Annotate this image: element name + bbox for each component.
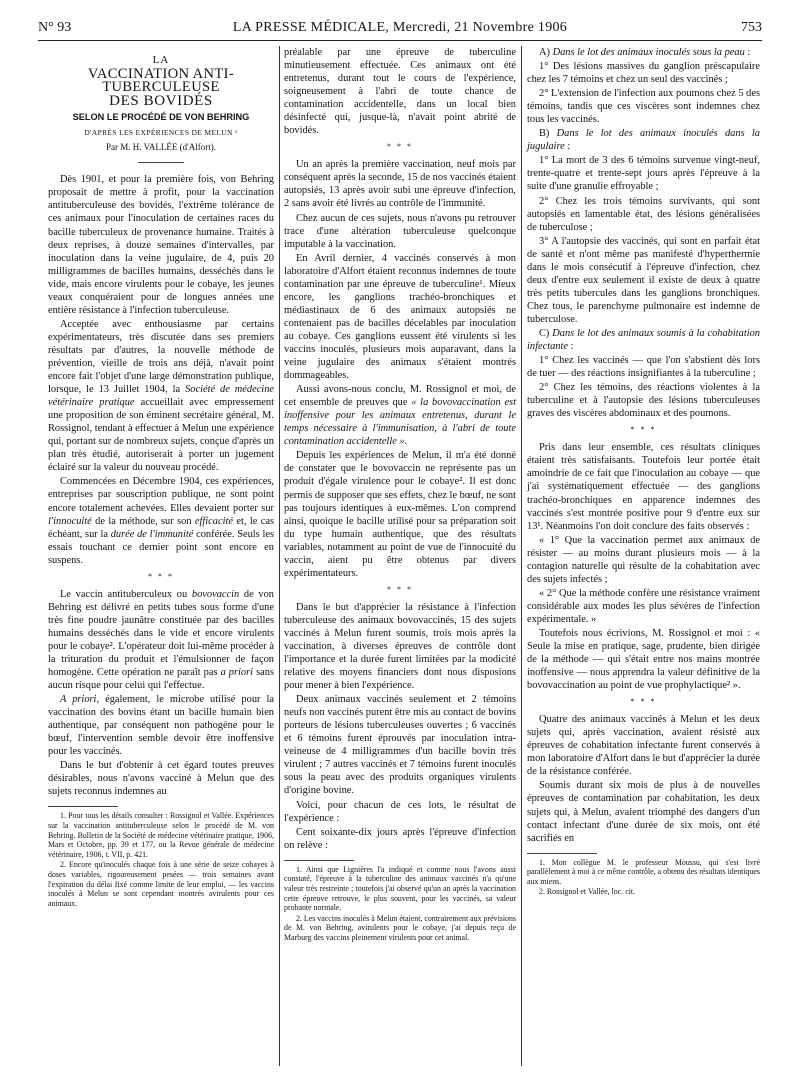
journal-title: LA PRESSE MÉDICALE, Mercredi, 21 Novembre 1906 bbox=[232, 20, 568, 35]
column-3 bbox=[527, 46, 760, 898]
article-title-la: LA bbox=[152, 54, 170, 66]
column-1 bbox=[48, 46, 274, 909]
paragraph: Deux animaux vaccinés seulement et 2 témoins neufs non vaccinés purent être mis au contact de bovins porteurs de lésions tuberculeuses ouvertes ; 6 vaccinés et 6 témoins furent éprouvés par inoculation intra-veineuse de 4 milligrammes d'un bacille bovin très virulent ; 7 autres vaccinés et 7 témoins furent inoculés sous la peau avec des produits organiques virulents d'origine bovine. bbox=[284, 694, 516, 797]
column-2 bbox=[284, 46, 516, 943]
text: Aussi avons-nous conclu, M. Rossignol et moi, de cet ensemble de preuves que bbox=[284, 384, 516, 409]
paragraph: En Avril dernier, 4 vaccinés conservés à mon laboratoire d'Alfort étaient reconnus indemnes de toute contamination par une épreuve de tuberculine¹. Mieux encore, les ganglions trachéo-bronchiques et médiastinaux de 6 des animaux autopsiés ne contenaient pas de bacilles décelables par inoculation au cobaye. Ces ganglions eussent été virulents si les vaccins inoculés, plusieurs mois auparavant, dans la veine jugulaire des animaux s'étaient montrés dommageables. bbox=[284, 252, 516, 382]
paragraph bbox=[48, 318, 274, 475]
issue-number: N° 93 bbox=[38, 20, 72, 35]
article-title-line1: VACCINATION ANTI-TUBERCULEUSE bbox=[87, 66, 235, 96]
paragraph: Dans le but d'obtenir à cet égard toutes preuves désirables, nous n'avons vacciné à Melun que des sujets reconnus indemnes au bbox=[48, 760, 274, 798]
footnote-rule bbox=[284, 860, 354, 861]
text: et, le cas échéant, sur la bbox=[48, 515, 274, 540]
page-number: 753 bbox=[741, 20, 762, 35]
article-byline: Par M. H. VALLÉE (d'Alfort). bbox=[105, 142, 217, 153]
footnote-rule bbox=[48, 806, 118, 807]
paragraph bbox=[284, 383, 516, 448]
paragraph: Un an après la première vaccination, neuf mois par conséquent après la seconde, 15 de nos vaccinés étaient autopsiés, 13 après avoir subi une épreuve d'infection, 2 sans avoir été livrés au contrôle de l'immunité. bbox=[284, 159, 516, 210]
column-divider-2 bbox=[521, 46, 522, 1066]
list-item: 1° Des lésions massives du ganglion préscapulaire chez les 7 témoins et chez un seul des vaccinés ; bbox=[527, 61, 760, 86]
list-heading bbox=[527, 127, 760, 153]
text: : bbox=[564, 141, 571, 153]
article-subtitle-source: D'APRÈS LES EXPÉRIENCES DE MELUN ¹ bbox=[84, 128, 238, 138]
text: Acceptée avec enthousiasme par certains expérimentateurs, très discutée dans ses premiers résultats par d'autres, la nouvelle méthode de prévention, vieille de trois ans déjà, n'avait point encore fait l'objet d'une large démonstration publique, lorsque, le 13 Juillet 1904, la bbox=[48, 318, 274, 396]
text: : bbox=[744, 47, 751, 58]
section-separator: * * * bbox=[387, 142, 413, 152]
list-item: 3° A l'autopsie des vaccinés, qui sont en parfait état de santé et n'ont même pas manifesté d'hyperthermie dans le mois consécutif à l'épreuve d'infection, chez deux d'entre eux seulement il existe de deux à quatre très petits tubercules dans les ganglions bronchiques. Chez tous, le parenchyme pulmonaire est indemne de tuberculose. bbox=[527, 235, 760, 325]
paragraph: Voici, pour chacun de ces lots, le résultat de l'expérience : bbox=[284, 799, 516, 824]
text: , également, le microbe utilisé pour la vaccination des bovins étant un bacille humain bien authentique, par conséquent non pathogène pour le bœuf, l'intervention semble devoir être inoffensive pour les vaccinés. bbox=[48, 694, 274, 758]
section-separator: * * * bbox=[148, 571, 174, 581]
quote-item: « 2° Que la méthode confère une résistance vraiment considérable aux modes les plus sévères de l'infection expérimentale. » bbox=[527, 587, 760, 625]
emphasis: l'innocuité bbox=[48, 515, 92, 527]
column-divider-1 bbox=[279, 46, 280, 1066]
emphasis: efficacité bbox=[194, 515, 233, 527]
list-heading bbox=[527, 46, 760, 59]
text: B) bbox=[539, 128, 557, 140]
text: C) bbox=[539, 327, 553, 339]
text: de von Behring est délivré en petits tubes sous forme d'une très fine poudre jaunâtre constituée par des bacilles humains desséchés dans le vide et encore virulents pour le cobaye². L'opérateur doit lui-même procéder à la trituration du produit et l'émulsionner de façon homogène. Cette opération ne paraît pas bbox=[48, 588, 274, 679]
text: : bbox=[567, 341, 574, 353]
list-item: 1° Chez les vaccinés — que l'on s'abstient dès lors de tuer — des réactions insignifiantes à la tuberculine ; bbox=[527, 355, 760, 380]
article-title-line2: DES BOVIDÉS bbox=[109, 93, 213, 110]
text: conférée. Seuls les essais touchant ce dernier point sont encore en suspens. bbox=[48, 528, 274, 566]
paragraph: Depuis les expériences de Melun, il m'a été donné de constater que le bovovaccin ne représente pas un produit d'égale virulence pour le cobaye². Il est donc permis de supposer que ses effets, chez le bœuf, ne sont pas toujours identiques à eux-mêmes. L'on comprend ainsi, quoique le bacille utilisé pour sa préparation soit du type humain authentique, que des résultats variables, notamment au point de vue de l'innocuité du vaccin, aient pu être obtenus par divers expérimentateurs. bbox=[284, 450, 516, 579]
emphasis: « la bovovaccination est inoffensive pour les animaux entretenus, durant le temps nécessaire à l'immunisation, à l'abri de toute contamination accidentelle » bbox=[284, 397, 516, 448]
paragraph: Toutefois nous écrivions, M. Rossignol et moi : « Seule la mise en pratique, sage, prudente, bien dirigée de la méthode — qui s'était entre nos mains montrée inoffensive — nous apprendra la valeur définitive de la bovovaccination au point de vue prophylactique² ». bbox=[527, 627, 760, 692]
emphasis: a priori bbox=[220, 667, 254, 679]
list-heading bbox=[527, 327, 760, 353]
list-item: 2° L'extension de l'infection aux poumons chez 5 des témoins, tandis que ces viscères sont indemnes chez tous les vaccinés. bbox=[527, 88, 760, 126]
footnote-rule bbox=[527, 853, 597, 854]
emphasis: Dans le lot des animaux soumis à la cohabitation infectante bbox=[527, 327, 760, 353]
emphasis: Société de médecine vétérinaire pratique bbox=[48, 384, 275, 409]
paragraph: Pris dans leur ensemble, ces résultats cliniques étaient très satisfaisants. Toutefois leur portée était amoindrie de ce fait que l'inoculation au cobaye — que j'ai systématiquement effectuée — des ganglions trachéo-bronchiques en apparence indemnes des vaccinés s'est montrée positive pour 9 d'entre eux sur 13¹. Néanmoins l'on doit conclure des faits observés : bbox=[527, 442, 760, 532]
emphasis: Dans le lot des animaux inoculés sous la peau bbox=[552, 47, 745, 58]
emphasis: durée de l'immunité bbox=[110, 528, 194, 540]
text: A) bbox=[539, 47, 553, 58]
emphasis: Dans le lot des animaux inoculés dans la jugulaire bbox=[527, 128, 760, 153]
heading-rule bbox=[138, 162, 184, 163]
text: sans aucun risque pour celui qui l'effectue. bbox=[48, 667, 274, 692]
quote-item: « 1° Que la vaccination permet aux animaux de résister — au moins durant plusieurs mois — à la contagion naturelle qui résulte de la cohabitation avec des sujets infectés ; bbox=[527, 534, 760, 585]
emphasis: bovovaccin bbox=[191, 588, 240, 600]
list-item: 2° Chez les témoins, des réactions violentes à la tuberculine et à l'autopsie des lésions tuberculeuses graves des viscères abdominaux et des poumons. bbox=[527, 382, 760, 420]
article-heading bbox=[48, 54, 274, 163]
header-rule bbox=[38, 40, 762, 41]
paragraph bbox=[48, 693, 274, 758]
list-item: 1° La mort de 3 des 6 témoins survenue vingt-neuf, trente-quatre et trente-sept jours après l'épreuve à la suite d'une granulie effroyable ; bbox=[527, 155, 760, 193]
paragraph: Quatre des animaux vaccinés à Melun et les deux sujets qui, après vaccination, avaient résisté aux épreuves de cohabitation infectante furent conservés à mon laboratoire d'Alfort dans le but d'apprécier la durée de la résistance conférée. bbox=[527, 714, 760, 778]
list-item: 2° Chez les trois témoins survivants, qui sont autopsiés en lamentable état, des lésions généralisées de tuberculose ; bbox=[527, 195, 760, 233]
text: Commencées en Décembre 1904, ces expériences, entreprises par souscription publique, ne sont point encore totalement achevées. Elles devaient porter sur bbox=[48, 476, 274, 514]
paragraph: Chez aucun de ces sujets, nous n'avons pu retrouver trace d'une altération tuberculeuse quelconque imputable à la vaccination. bbox=[284, 212, 516, 250]
text: . bbox=[404, 436, 408, 448]
paragraph: Dès 1901, et pour la première fois, von Behring proposait de mettre à profit, pour la vaccination antituberculeuse des bovidés, l'extrême tolérance de ces animaux pour l'inoculation de certaines races du bacille tuberculeux de provenance humaine. Traités à deux reprises, à douze semaines d'intervalles, par inoculation dans la veine jugulaire, de 4, puis 20 milligrammes de bacilles humains, desséchés dans le vide, mais encore virulents pour le cobaye, les jeunes veaux conquéraient pour de longues années une entière résistance à l'infection tuberculeuse. bbox=[48, 174, 274, 316]
footnote: 1. Pour tous les détails consulter : Rossignol et Vallée. Expériences sur la vaccination antituberculeuse selon le procédé de M. von Behring. Bulletin de la Société de médecine vétérinaire pratique, 1906, Mars et Octobre, pp. 39 et 177, ou la Revue générale de médecine vétérinaire, 1906, t. VII, p. 421. bbox=[48, 811, 274, 859]
text: de la méthode, sur son bbox=[91, 515, 195, 527]
footnote: 2. Les vaccins inoculés à Melun étaient, contrairement aux prévisions de M. von Behring, avirulents pour le cobaye, j'ai depuis reçu de Marburg des vaccins pleinement virulents pour cet animal. bbox=[284, 913, 516, 942]
paragraph: préalable par une épreuve de tuberculine minutieusement effectuée. Ces animaux ont été entretenus, durant tout le cours de l'expérience, soigneusement à l'abri de toute chance de contamination accidentelle, dans un local bien désinfecté qui, jusque-là, n'avait point abrité de bovidés. bbox=[284, 47, 516, 137]
footnote: 2. Rossignol et Vallée, loc. cit. bbox=[539, 887, 636, 897]
article-subtitle: SELON LE PROCÉDÉ DE VON BEHRING bbox=[72, 112, 250, 123]
section-separator: * * * bbox=[630, 425, 657, 435]
section-separator: * * * bbox=[630, 697, 657, 707]
paragraph: Cent soixante-dix jours après l'épreuve d'infection on relève : bbox=[284, 826, 516, 851]
paragraph bbox=[48, 475, 274, 566]
footnote: 1. Ainsi que Lignières l'a indiqué et comme nous l'avons aussi constaté, l'épreuve à la tuberculine des animaux vaccinés n'a qu'une valeur très restreinte ; toutefois j'ai observé qu'un an après la vaccination cette épreuve retrouve, le plus souvent, pour les vaccinés, sa valeur probante normale. bbox=[284, 864, 516, 913]
emphasis: A priori bbox=[60, 694, 97, 706]
footnote: 1. Mon collègue M. le professeur Moussu, qui s'est livré parallèlement à moi à ce même contrôle, a obtenu des résultats identiques aux miens. bbox=[527, 857, 760, 886]
page-header bbox=[38, 18, 762, 40]
section-separator: * * * bbox=[387, 584, 413, 594]
paragraph bbox=[48, 588, 274, 692]
footnote: 2. Encore qu'inoculés chaque fois à une série de seize cobayes à doses variables, rigoureusement pesées — trois semaines avant l'expiration du délai fixé comme limite de leur emploi, — les vaccins inoculés à Melun se sont cependant montrés avirulents pour ces animaux. bbox=[48, 860, 274, 908]
text: Le vaccin antituberculeux ou bbox=[60, 588, 192, 600]
paragraph: Soumis durant six mois de plus à de nouvelles épreuves de contamination par cohabitation, les deux sujets qui, à Melun, avaient triomphé des dangers d'un contact infectant d'une durée de six mois, ont été sacrifiés en bbox=[527, 780, 760, 844]
text: accueillait avec empressement une proposition de son éminent secrétaire général, M. Rossignol, tendant à effectuer à Melun une expérience qui, portant sur de nombreux sujets, conçue d'après un plan très étudié, autoriserait à porter un jugement éclairé sur la valeur du nouveau procédé. bbox=[48, 397, 275, 474]
paragraph: Dans le but d'apprécier la résistance à l'infection tuberculeuse des animaux bovovaccinés, 15 des sujets vaccinés à Melun furent soumis, trois mois après la vaccination, à diverses épreuves de contrôle dont l'importance et la durée furent limitées par la modicité relative des moyens financiers dont nous disposions pour mener à bien l'expérience. bbox=[284, 601, 516, 692]
